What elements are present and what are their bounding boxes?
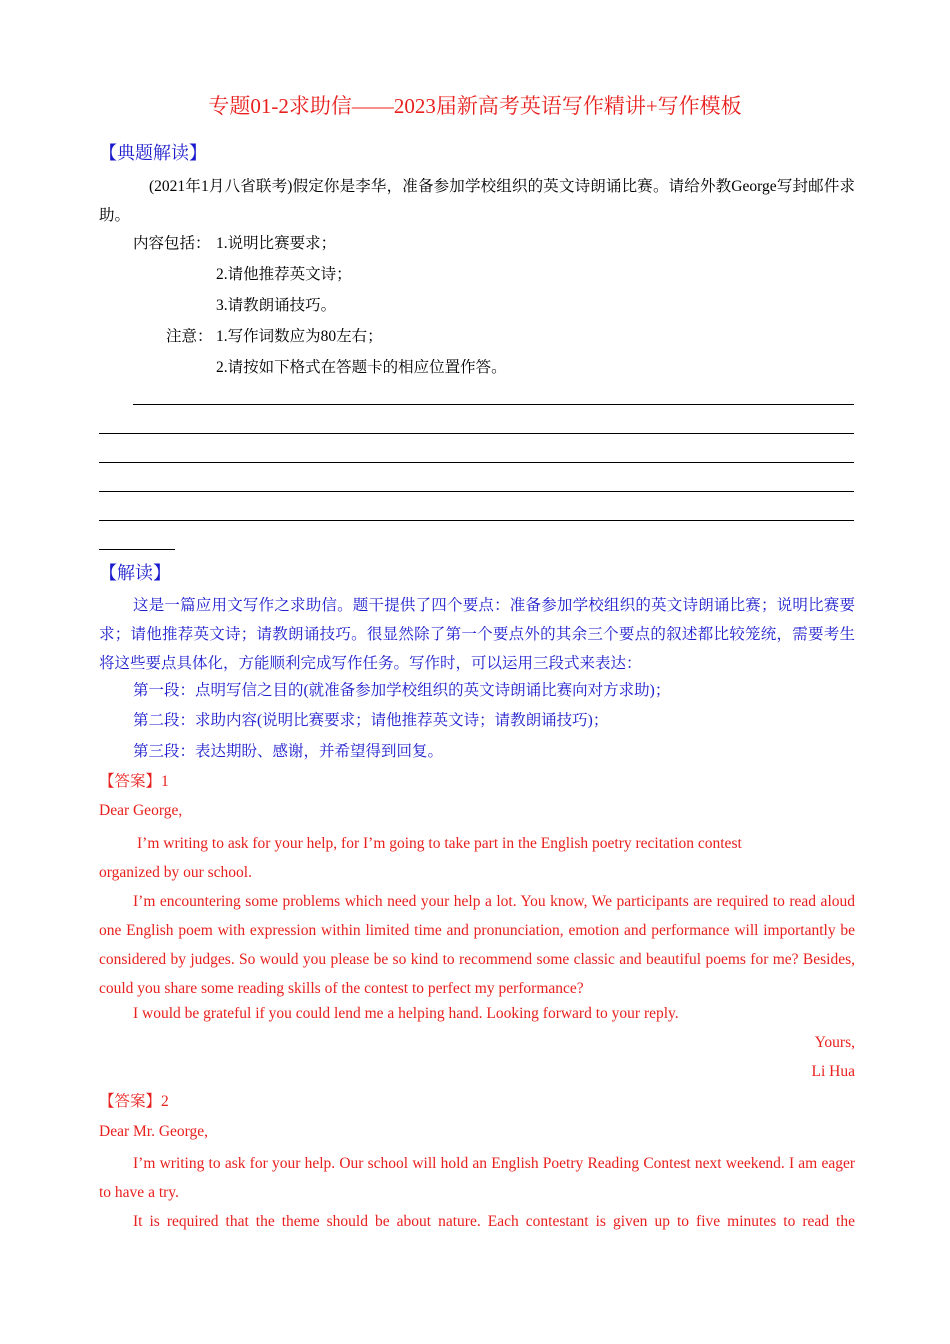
answer-line [99, 433, 854, 434]
answer-1-header: 【答案】1 [99, 773, 169, 790]
content-item: 2.请他推荐英文诗； [216, 266, 352, 283]
note-label: 注意： [166, 328, 213, 345]
analysis-paragraph-3: 第三段：表达期盼、感谢，并希望得到回复。 [133, 743, 444, 760]
analysis-paragraph-1: 第一段：点明写信之目的(就准备参加学校组织的英文诗朗诵比赛向对方求助)； [133, 682, 671, 699]
answer-1-signature: Li Hua [811, 1063, 855, 1080]
content-label: 内容包括： [133, 235, 211, 252]
note-item: 2.请按如下格式在答题卡的相应位置作答。 [216, 359, 507, 376]
content-item: 3.请教朗诵技巧。 [216, 297, 337, 314]
document-title: 专题01-2求助信——2023届新高考英语写作精讲+写作模板 [208, 94, 742, 118]
analysis-header: 【解读】 [99, 563, 171, 583]
answer-line [99, 491, 854, 492]
analysis-body: 这是一篇应用文写作之求助信。题干提供了四个要点：准备参加学校组织的英文诗朗诵比赛；说明比赛要求；请他推荐英文诗；请教朗诵技巧。很显然除了第一个要点外的其余三个要点的叙述都比较笼统，需要考生将这些要点具体化，方能顺利完成写作任务。写作时，可以运用三段式来表达： [99, 597, 855, 672]
answer-line [133, 404, 854, 405]
answer-1-salutation: Dear George, [99, 802, 183, 819]
answer-2-paragraph-2: It is required that the theme should be about nature. Each contestant is given up to five minutes to read the [133, 1213, 855, 1230]
answer-1-paragraph-3: I would be grateful if you could lend me a helping hand. Looking forward to your reply. [133, 1005, 679, 1022]
answer-1-paragraph-2: I’m encountering some problems which need your help a lot. You know, We participants are required to read aloud one English poem with expression within limited time and pronunciation, emotion and performance will importantly be considered by judges. So would you please be so kind to recommend some classic and beautiful poems for me? Besides, could you share some reading skills of the contest to perfect my performance? [99, 893, 855, 997]
answer-2-paragraph-1: I’m writing to ask for your help. Our school will hold an English Poetry Reading Contest next weekend. I am eager to have a try. [99, 1155, 855, 1201]
task-prompt: (2021年1月八省联考)假定你是李华，准备参加学校组织的英文诗朗诵比赛。请给外教George写封邮件求助。 [99, 178, 855, 224]
answer-1-closing: Yours, [814, 1034, 855, 1051]
answer-2-header: 【答案】2 [99, 1093, 169, 1110]
answer-2-salutation: Dear Mr. George, [99, 1123, 209, 1140]
answer-1-paragraph-1: I’m writing to ask for your help, for I’m going to take part in the English poetry recitation contest organized by our school. [99, 835, 742, 881]
analysis-paragraph-2: 第二段：求助内容(说明比赛要求；请他推荐英文诗；请教朗诵技巧)； [133, 712, 609, 729]
answer-line [99, 520, 854, 521]
answer-line [99, 462, 854, 463]
content-item: 1.说明比赛要求； [216, 235, 337, 252]
typical-question-header: 【典题解读】 [99, 143, 207, 163]
note-item: 1.写作词数应为80左右； [216, 328, 383, 345]
answer-line [99, 549, 175, 550]
